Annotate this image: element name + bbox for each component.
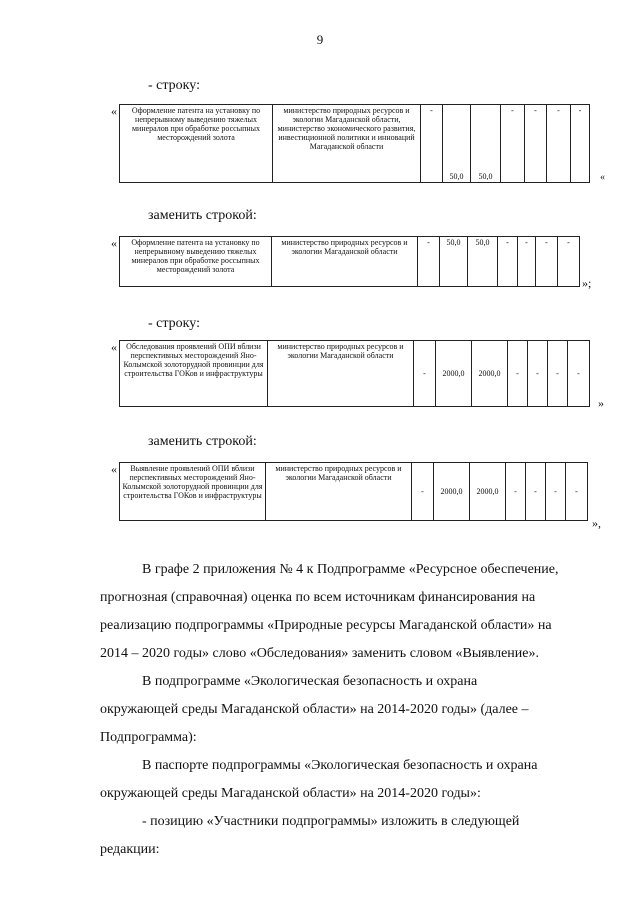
- value-text: 50,0: [449, 172, 464, 181]
- executor-cell: министерство природных ресурсов и экологии Магаданской области, министерство экономического развития, инвестиционной политики и инноваций Магаданской области: [273, 105, 421, 183]
- value-cell: -: [506, 463, 526, 521]
- label-stroku-2: - строку:: [148, 316, 200, 331]
- value-cell: -: [525, 105, 547, 183]
- value-cell: 50,0: [468, 237, 498, 287]
- table-row-2: [119, 236, 580, 287]
- quote-open-2: «: [111, 236, 117, 250]
- quote-close-2: »: [598, 396, 604, 410]
- value-cell: 2000,0: [472, 341, 508, 407]
- activity-title: Оформление патента на установку по непрерывному выведению тяжелых минералов при обработке россыпных месторождений золота: [120, 105, 273, 183]
- paragraph-4: [100, 808, 580, 864]
- paragraph-line: Подпрограмма):: [100, 730, 197, 745]
- value-cell: -: [528, 341, 548, 407]
- paragraph-line: В паспорте подпрограммы «Экологическая безопасность и охрана: [142, 758, 538, 773]
- paragraph-line: прогнозная (справочная) оценка по всем источникам финансирования на: [100, 590, 536, 605]
- paragraph-line: редакции:: [100, 842, 160, 857]
- value-cell: -: [508, 341, 528, 407]
- value-cell: -: [536, 237, 558, 287]
- value-cell: -: [568, 341, 590, 407]
- paragraph-3: [100, 752, 580, 808]
- activity-title: Обследования проявлений ОПИ вблизи перспективных месторождений Яно-Колымской золоторудной провинции для строительства ГОКов и инфраструктуры: [120, 341, 268, 407]
- quote-open-3: «: [111, 340, 117, 354]
- value-text: 50,0: [478, 172, 493, 181]
- value-cell: -: [526, 463, 546, 521]
- label-zamenit-1: заменить строкой:: [148, 208, 257, 223]
- value-cell: -: [498, 237, 518, 287]
- value-cell: 2000,0: [470, 463, 506, 521]
- paragraph-line: В подпрограмме «Экологическая безопасность и охрана: [142, 674, 478, 689]
- executor-cell: министерство природных ресурсов и экологии Магаданской области: [268, 341, 414, 407]
- paragraph-2: [100, 668, 580, 752]
- value-cell: -: [414, 341, 436, 407]
- paragraph-line: 2014 – 2020 годы» слово «Обследования» заменить словом «Выявление».: [100, 646, 540, 661]
- executor-cell: министерство природных ресурсов и экологии Магаданской области: [266, 463, 412, 521]
- value-cell: -: [547, 105, 571, 183]
- value-cell: -: [571, 105, 590, 183]
- executor-cell: министерство природных ресурсов и экологии Магаданской области: [272, 237, 418, 287]
- value-cell: 2000,0: [434, 463, 470, 521]
- paragraph-line: - позицию «Участники подпрограммы» изложить в следующей: [142, 814, 520, 829]
- table-row-1: [119, 104, 590, 183]
- value-cell: -: [421, 105, 443, 183]
- value-cell: 2000,0: [436, 341, 472, 407]
- quote-tail-1: «: [600, 172, 605, 183]
- value-cell: -: [518, 237, 536, 287]
- quote-close-1: »;: [582, 276, 592, 290]
- table-row-3: [119, 340, 590, 407]
- value-cell: -: [501, 105, 525, 183]
- paragraph-line: реализацию подпрограммы «Природные ресурсы Магаданской области» на: [100, 618, 552, 633]
- value-cell: [443, 105, 471, 183]
- quote-open-1: «: [111, 104, 117, 118]
- value-cell: [471, 105, 501, 183]
- value-cell: -: [546, 463, 566, 521]
- page-number: 9: [316, 32, 324, 47]
- paragraph-line: окружающей среды Магаданской области» на 2014-2020 годы»:: [100, 786, 481, 801]
- activity-title: Оформление патента на установку по непрерывному выведению тяжелых минералов при обработке россыпных месторождений золота: [120, 237, 272, 287]
- paragraph-line: В графе 2 приложения № 4 к Подпрограмме «Ресурсное обеспечение,: [142, 562, 559, 577]
- label-stroku-1: - строку:: [148, 78, 200, 93]
- activity-title: Выявление проявлений ОПИ вблизи перспективных месторождений Яно-Колымской золоторудной провинции для строительства ГОКов и инфраструктуры: [120, 463, 266, 521]
- value-cell: -: [418, 237, 440, 287]
- quote-close-3: »,: [592, 516, 601, 530]
- value-cell: -: [548, 341, 568, 407]
- quote-open-4: «: [111, 462, 117, 476]
- value-cell: -: [412, 463, 434, 521]
- paragraph-line: окружающей среды Магаданской области» на 2014-2020 годы» (далее –: [100, 702, 529, 717]
- value-cell: -: [566, 463, 588, 521]
- value-cell: -: [558, 237, 580, 287]
- paragraph-1: [100, 556, 580, 668]
- value-cell: 50,0: [440, 237, 468, 287]
- table-row-4: [119, 462, 588, 521]
- label-zamenit-2: заменить строкой:: [148, 434, 257, 449]
